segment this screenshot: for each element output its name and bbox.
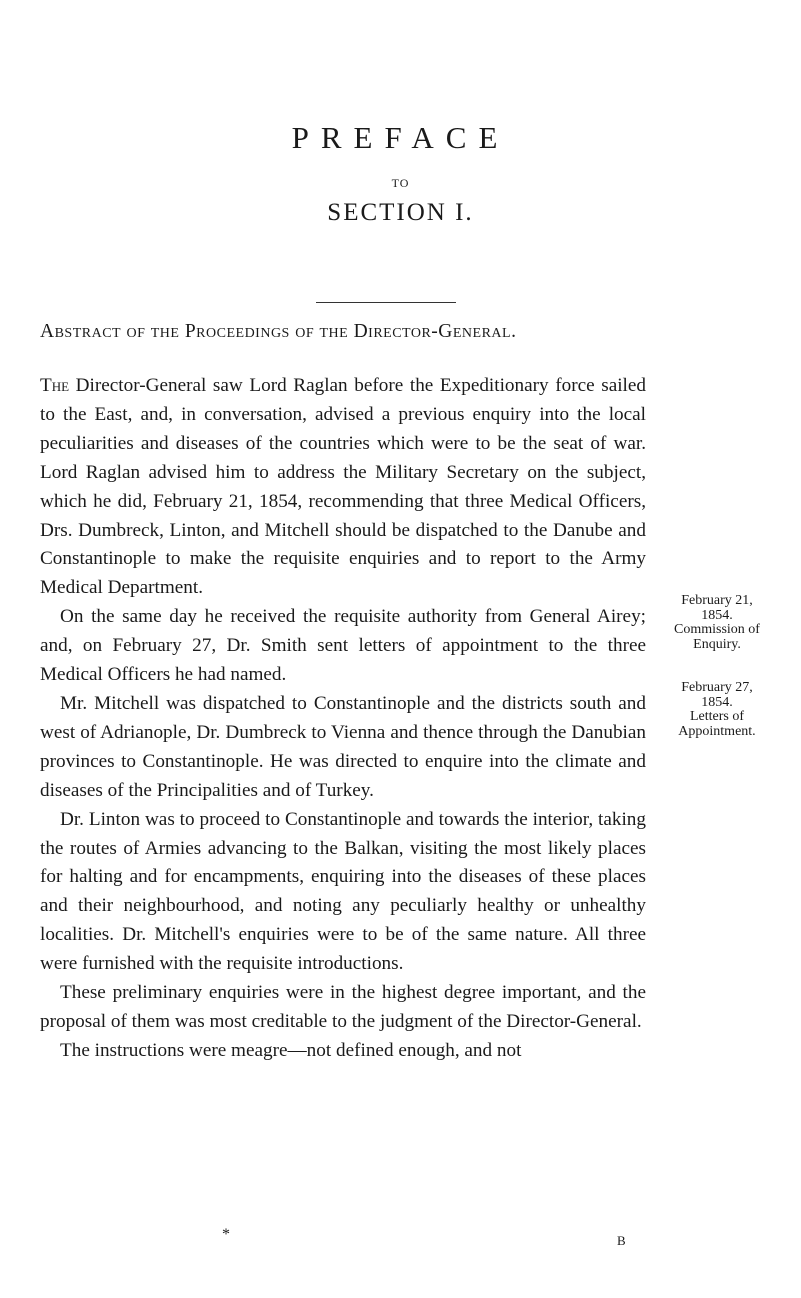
paragraph-1-lead: The (40, 375, 70, 396)
margin-note-year: 1854. (701, 694, 733, 710)
margin-note-label: Letters of (689, 709, 745, 724)
margin-note-label: Appointment. (678, 723, 756, 739)
margin-note-date: February 21, (681, 593, 753, 608)
margin-note-commission (652, 594, 782, 652)
margin-note-year: 1854. (701, 607, 733, 623)
divider-rule (316, 302, 456, 303)
margin-note-label: Commission of (674, 622, 760, 637)
title-connector: TO (391, 176, 410, 190)
signature-mark: * (222, 1226, 230, 1243)
paragraph-2: On the same day he received the requisite authority from General Airey; and, on February 27, Dr. Smith sent letters of appointment to the three Medical Officers he had named. (40, 606, 646, 686)
paragraph-6: The instructions were meagre—not defined enough, and not (60, 1039, 522, 1061)
paragraph-4: Dr. Linton was to proceed to Constantinople and towards the interior, taking the routes of Armies advancing to the Balkan, visiting the most likely places for halting and for encampments, enquiring into the diseases of these places and their neighbourhood, and noting any peculiarly healthy or unhealthy localities. Dr. Mitchell's enquiries were to be of the same nature. All three were furnished with the requisite introductions. (40, 808, 646, 975)
paragraph-1 (40, 372, 646, 603)
body-text (40, 372, 646, 1066)
paragraph-1-text: Director-General saw Lord Raglan before the Expeditionary force sailed to the East, and, in conversation, advised a previous enquiry into the local peculiarities and diseases of the countries which were to be the seat of war. Lord Raglan advised him to address the Military Secretary on the subject, which he did, February 21, 1854, recommending that three Medical Officers, Drs. Dumbreck, Linton, and Mitchell should be dispatched to the Danube and Constantinople to make the requisite enquiries and to report to the Army Medical Department. (40, 375, 646, 599)
section-heading: SECTION I. (327, 199, 474, 226)
abstract-heading: Abstract of the Proceedings of the Director-General. (40, 321, 517, 342)
margin-note-appointment (652, 681, 782, 739)
margin-note-label: Enquiry. (693, 636, 741, 652)
paragraph-5: These preliminary enquiries were in the highest degree important, and the proposal of them was most creditable to the judgment of the Director-General. (40, 982, 646, 1032)
margin-note-date: February 27, (681, 680, 753, 695)
page-title: PREFACE (291, 120, 510, 155)
gathering-signature: B (617, 1233, 626, 1248)
paragraph-3: Mr. Mitchell was dispatched to Constantinople and the districts south and west of Adrianople, Dr. Dumbreck to Vienna and thence through the Danubian provinces to Constantinople. He was directed to enquire into the climate and diseases of the Principalities and of Turkey. (40, 692, 646, 801)
